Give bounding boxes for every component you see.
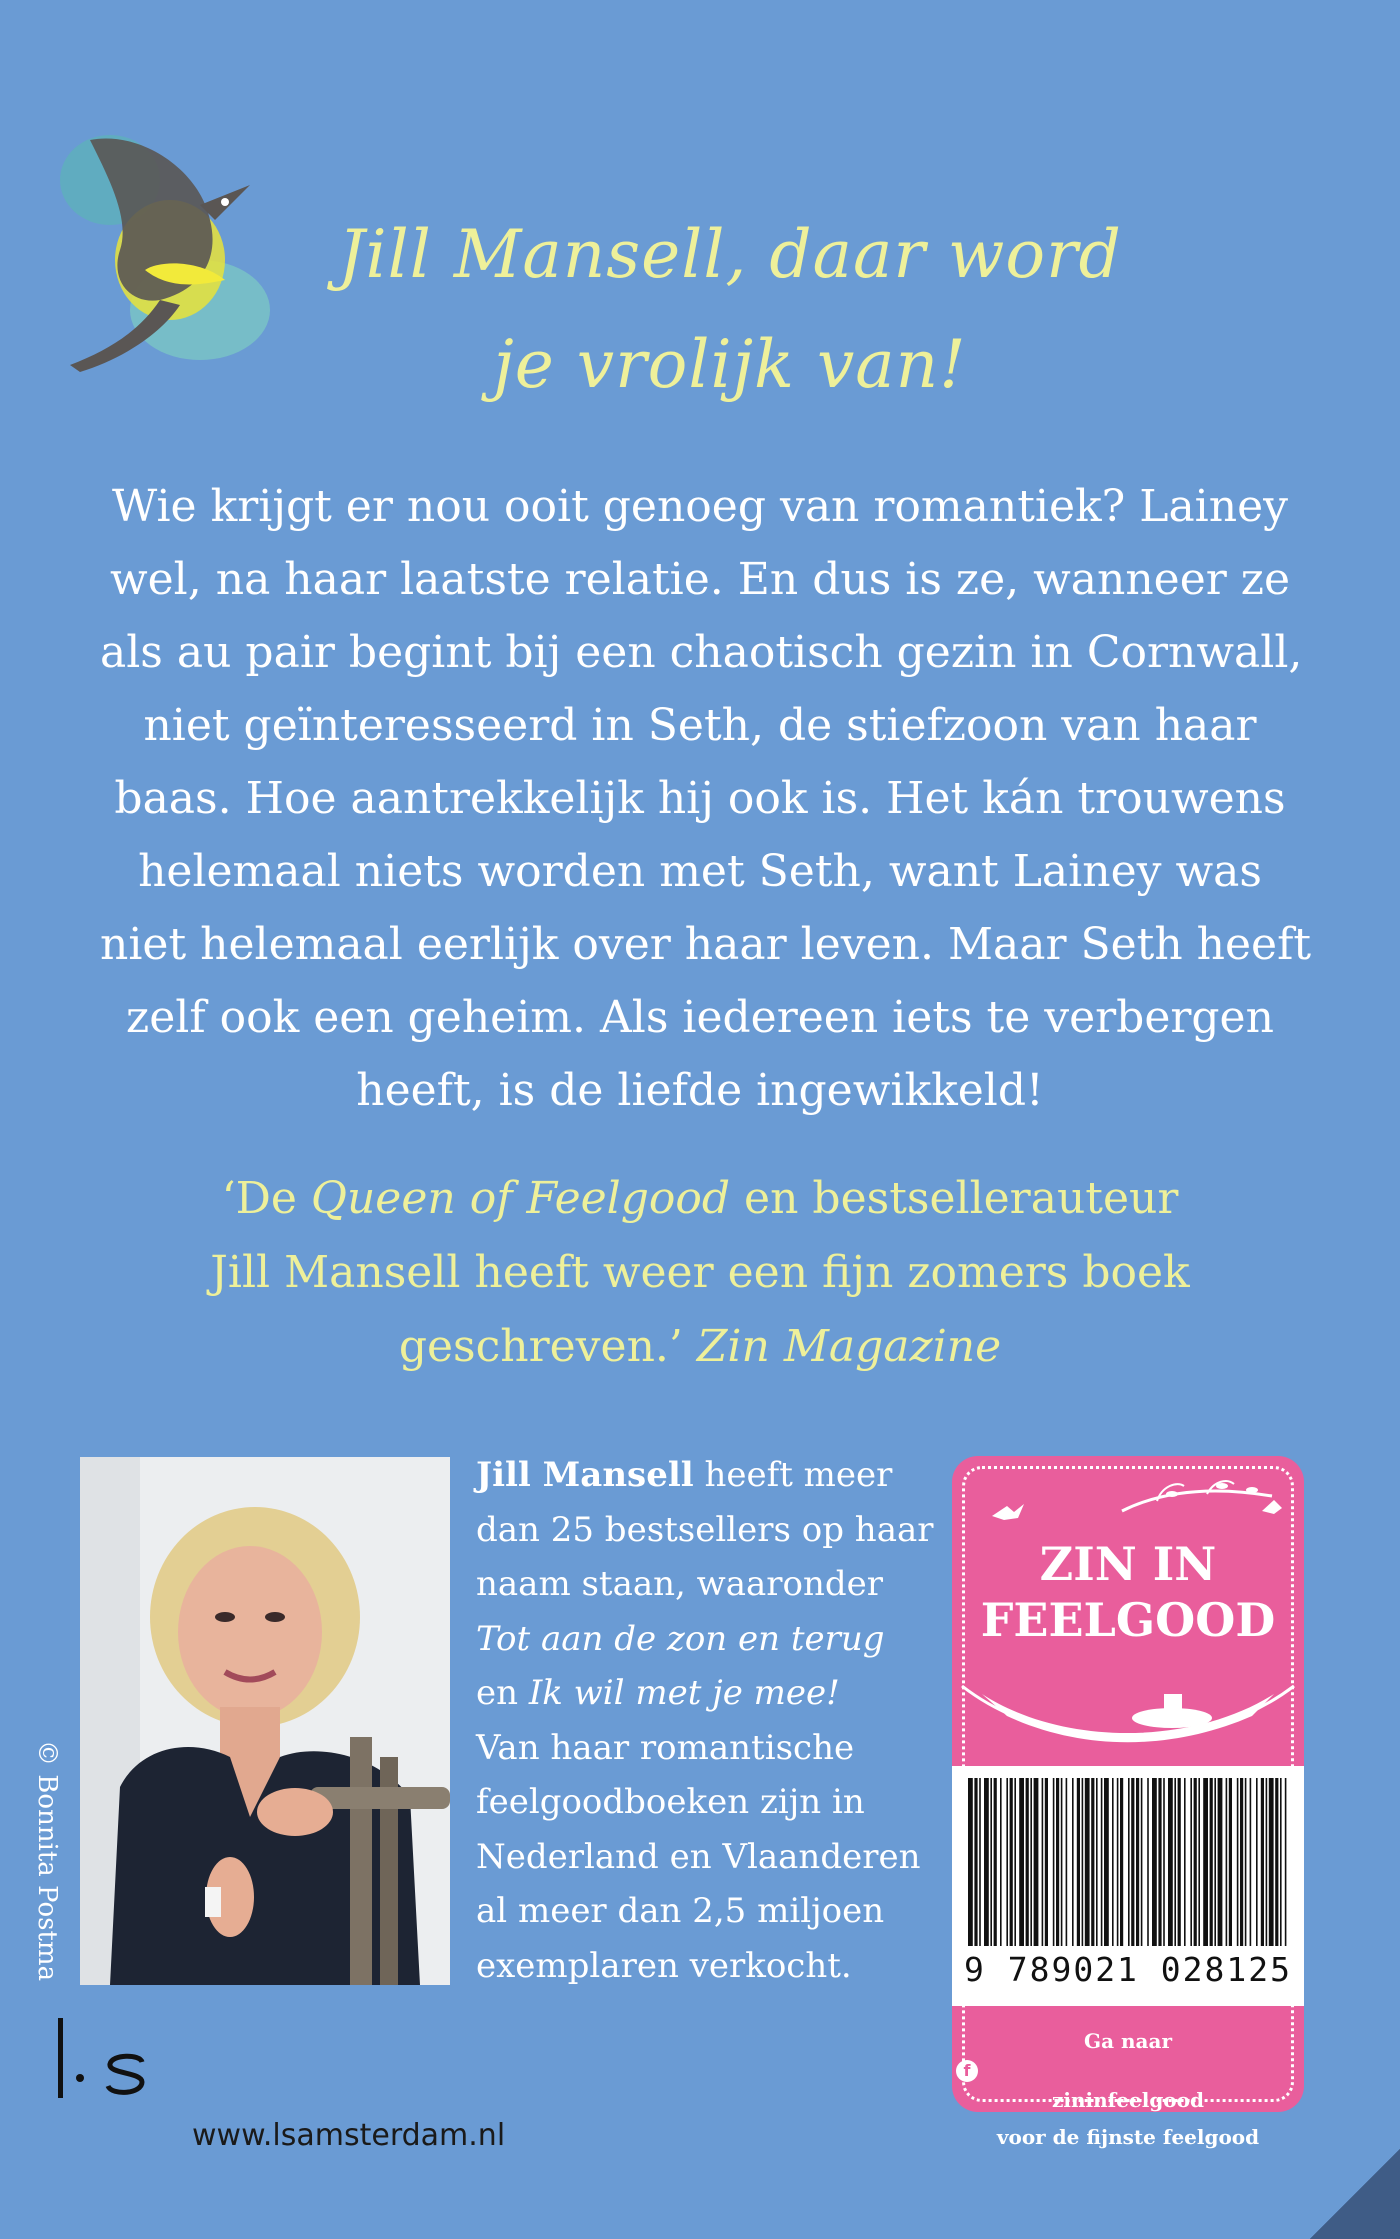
barcode-bars <box>964 1778 1292 1946</box>
barcode-bar <box>1136 1778 1139 1946</box>
bio-line: en Ik wil met je mee! <box>476 1673 840 1713</box>
blurb-line: heeft, is de liefde ingewikkeld! <box>356 1065 1044 1116</box>
bio-line: naam staan, waaronder <box>476 1564 884 1604</box>
barcode-bar <box>1198 1778 1200 1946</box>
barcode-bar <box>1000 1778 1002 1946</box>
barcode-bar <box>1226 1778 1228 1946</box>
quote-line-2: Jill Mansell heeft weer een fijn zomers boek <box>210 1247 1190 1298</box>
barcode-bar <box>1158 1778 1161 1946</box>
barcode-bar <box>1229 1778 1232 1946</box>
barcode-bar <box>1147 1778 1149 1946</box>
blurb-text <box>100 470 1312 1127</box>
bio-line: feelgoodboeken zijn in <box>476 1782 865 1822</box>
barcode-bar <box>990 1778 992 1946</box>
ls-publisher-logo <box>52 2018 152 2098</box>
barcode-bar <box>1042 1778 1044 1946</box>
barcode-bar <box>1266 1778 1268 1946</box>
bio-line: Nederland en Vlaanderen <box>476 1836 921 1877</box>
barcode-bar <box>1082 1778 1084 1946</box>
barcode-bar <box>994 1778 997 1946</box>
barcode-bar <box>1104 1778 1109 1946</box>
barcode-bar <box>1006 1778 1008 1946</box>
barcode-bar <box>1178 1778 1181 1946</box>
barcode-bar <box>1066 1778 1068 1946</box>
blurb-line: niet helemaal eerlijk over haar leven. Maar Seth heeft <box>100 919 1312 970</box>
barcode-bar <box>1101 1778 1103 1946</box>
bird-illustration <box>50 110 280 380</box>
barcode-bar <box>1014 1778 1016 1946</box>
bio-line: exemplaren verkocht. <box>476 1945 852 1986</box>
barcode-bar <box>1214 1778 1216 1946</box>
barcode-bar <box>979 1778 981 1946</box>
barcode-bar <box>1085 1778 1090 1946</box>
barcode-bar <box>1256 1778 1258 1946</box>
bio-line: al meer dan 2,5 miljoen <box>476 1891 885 1931</box>
barcode-bar <box>984 1778 989 1946</box>
barcode-bar <box>1237 1778 1239 1946</box>
barcode-bar <box>1045 1778 1048 1946</box>
isbn-number: 9 789021 028125 <box>963 1950 1292 1989</box>
barcode-bar <box>1240 1778 1243 1946</box>
corner-fold <box>1310 2149 1400 2239</box>
barcode-bar <box>1019 1778 1024 1946</box>
barcode-bar <box>1168 1778 1173 1946</box>
barcode-bar <box>1152 1778 1157 1946</box>
bio-line: Jill Mansell heeft meer <box>476 1455 893 1495</box>
barcode-bar <box>1053 1778 1055 1946</box>
publisher-website[interactable]: www.lsamsterdam.nl <box>192 2118 506 2153</box>
zin-in-feelgood-card <box>952 1456 1304 2149</box>
barcode-bar <box>968 1778 973 1946</box>
blurb-line: zelf ook een geheim. Als iedereen iets te verbergen <box>126 992 1274 1043</box>
barcode-bar <box>1077 1778 1080 1946</box>
barcode-bar <box>1194 1778 1197 1946</box>
bio-line: Tot aan de zon en terug <box>476 1618 885 1659</box>
barcode-bar <box>1010 1778 1013 1946</box>
blurb-line: Wie krijgt er nou ooit genoeg van romantiek? Lainey <box>112 481 1288 532</box>
facebook-icon: f <box>956 2060 978 2082</box>
quote-line-1: ‘De Queen of Feelgood en bestsellerauteur <box>221 1173 1179 1224</box>
blurb-line: helemaal niets worden met Seth, want Lainey was <box>138 846 1262 897</box>
barcode-bar <box>1072 1778 1074 1946</box>
barcode-bar <box>1120 1778 1123 1946</box>
barcode-bar <box>1096 1778 1098 1946</box>
barcode-bar <box>1210 1778 1213 1946</box>
author-bio <box>476 1448 934 1993</box>
barcode-bar <box>1141 1778 1143 1946</box>
barcode-bar <box>1174 1778 1176 1946</box>
author-photo <box>80 1457 450 1985</box>
card-title: ZIN IN FEELGOOD <box>980 1537 1276 1647</box>
barcode-bar <box>1218 1778 1223 1946</box>
barcode-bar <box>974 1778 977 1946</box>
headline-line-2: je vrolijk van! <box>493 326 967 403</box>
blurb-line: wel, na haar laatste relatie. En dus is ze, wanneer ze <box>109 554 1290 605</box>
barcode-bar <box>1091 1778 1094 1946</box>
headline <box>250 200 1210 420</box>
barcode-bar <box>1056 1778 1059 1946</box>
barcode-bar <box>1190 1778 1192 1946</box>
barcode-bar <box>1117 1778 1119 1946</box>
barcode-bar <box>1184 1778 1186 1946</box>
bio-line: dan 25 bestsellers op haar <box>476 1509 934 1550</box>
barcode-bar <box>1250 1778 1252 1946</box>
blurb-line: baas. Hoe aantrekkelijk hij ook is. Het kán trouwens <box>114 773 1286 824</box>
barcode-bar <box>1285 1778 1287 1946</box>
photo-credit: © Bonnita Postma <box>32 1740 62 1982</box>
barcode-bar <box>1203 1778 1208 1946</box>
bio-line: Van haar romantische <box>476 1727 855 1768</box>
barcode-bar <box>1061 1778 1063 1946</box>
barcode-bar <box>1245 1778 1247 1946</box>
barcode-bar <box>1026 1778 1029 1946</box>
headline-line-1: Jill Mansell, daar word <box>338 216 1122 293</box>
barcode-bar <box>1280 1778 1282 1946</box>
hammock-icon <box>952 1656 1304 1766</box>
barcode-bar <box>1030 1778 1032 1946</box>
barcode-bar <box>1269 1778 1274 1946</box>
barcode-bar <box>1261 1778 1264 1946</box>
barcode-bar <box>1034 1778 1039 1946</box>
barcode-bar <box>1163 1778 1165 1946</box>
barcode-bar <box>1128 1778 1130 1946</box>
quote-line-3: geschreven.’ Zin Magazine <box>398 1321 1002 1372</box>
barcode <box>952 1766 1304 2006</box>
press-quote <box>100 1162 1300 1384</box>
blurb-line: als au pair begint bij een chaotisch gezin in Cornwall, <box>100 627 1303 678</box>
barcode-bar <box>1275 1778 1278 1946</box>
barcode-bar <box>1112 1778 1114 1946</box>
author-name: Jill Mansell <box>476 1455 694 1495</box>
barcode-bar <box>1131 1778 1134 1946</box>
blurb-line: niet geïnteresseerd in Seth, de stiefzoon van haar <box>143 700 1257 751</box>
card-footer: Ga naar f zininfeelgood voor de fijnste feelgood <box>952 2023 1304 2156</box>
